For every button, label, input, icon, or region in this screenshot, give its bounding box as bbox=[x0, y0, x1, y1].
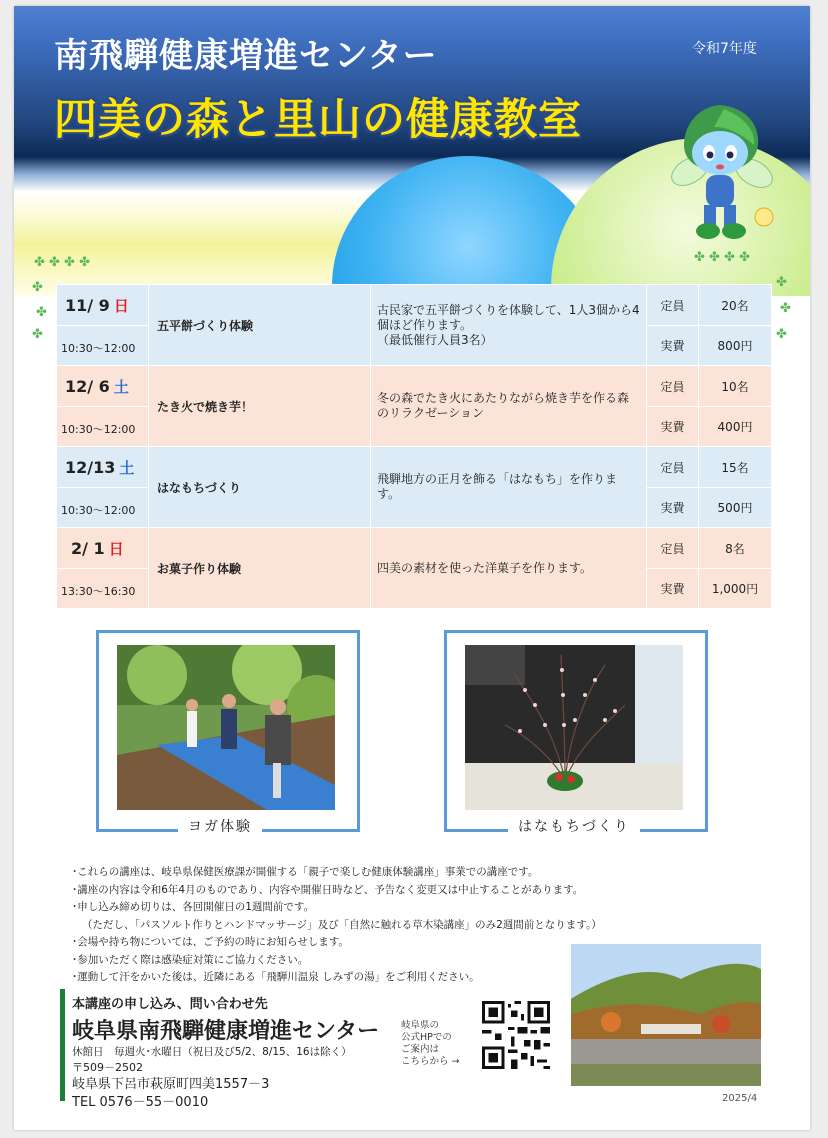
capacity-label: 定員 bbox=[647, 285, 699, 326]
note-item: ･参加いただく際は感染症対策にご協力ください。 bbox=[72, 953, 309, 966]
date-cell bbox=[57, 366, 149, 407]
session-time: 13:30～16:30 bbox=[61, 584, 136, 598]
fee-label: 実費 bbox=[647, 407, 699, 447]
session-time: 10:30～12:00 bbox=[61, 422, 136, 436]
clover-decoration: ✤ bbox=[32, 327, 43, 342]
postal-code: 〒509－2502 bbox=[72, 1061, 143, 1074]
fee-label: 実費 bbox=[647, 488, 699, 528]
capacity-value: 20名 bbox=[699, 285, 772, 326]
note-item: ･申し込み締め切りは、各回開催日の1週間前です。 bbox=[72, 901, 315, 913]
yoga-photo-frame bbox=[96, 630, 360, 835]
center-landscape-photo bbox=[571, 944, 761, 1086]
time-cell bbox=[57, 569, 149, 609]
schedule-table bbox=[56, 284, 772, 609]
session-name: たき火で焼き芋！ bbox=[149, 366, 371, 447]
photo-caption: はなもちづくり bbox=[508, 816, 640, 836]
address: 岐阜県下呂市萩原町四美1557－3 bbox=[72, 1077, 270, 1092]
fee-value: 400円 bbox=[699, 407, 772, 447]
session-weekday: 日 bbox=[113, 297, 129, 315]
clover-decoration: ✤ bbox=[776, 327, 787, 342]
fee-label: 実費 bbox=[647, 569, 699, 609]
capacity-value: 10名 bbox=[699, 366, 772, 407]
note-item: ･講座の内容は令和6年4月のものであり、内容や開催日時など、予告なく変更又は中止することがあります。 bbox=[72, 883, 584, 896]
page-title: 四美の森と里山の健康教室 bbox=[54, 95, 582, 145]
fee-value: 1,000円 bbox=[699, 569, 772, 609]
hanamochi-photo bbox=[465, 645, 683, 810]
time-cell bbox=[57, 326, 149, 366]
contact-accent-bar bbox=[60, 989, 65, 1101]
table-row bbox=[57, 285, 772, 326]
clover-decoration: ✤ bbox=[32, 280, 43, 295]
session-date: 12/ 6 bbox=[65, 377, 110, 396]
clover-decoration: ✤ bbox=[780, 301, 791, 316]
session-weekday: 土 bbox=[113, 378, 129, 396]
photo-caption: ヨガ体験 bbox=[178, 816, 262, 836]
time-cell bbox=[57, 488, 149, 528]
session-time: 10:30～12:00 bbox=[61, 341, 136, 355]
session-name: お菓子作り体験 bbox=[149, 528, 371, 609]
closed-days: 休館日 毎週火･水曜日（祝日及び5/2、8/15、16は除く） bbox=[72, 1046, 352, 1058]
contact-org: 岐阜県南飛騨健康増進センター bbox=[72, 1019, 380, 1044]
session-date: 12/13 bbox=[65, 458, 116, 477]
capacity-label: 定員 bbox=[647, 366, 699, 407]
session-name: 五平餅づくり体験 bbox=[149, 285, 371, 366]
table-row bbox=[57, 528, 772, 569]
session-description: 飛騨地方の正月を飾る「はなもち」を作ります。 bbox=[371, 447, 647, 528]
session-time: 10:30～12:00 bbox=[61, 503, 136, 517]
mascot-illustration bbox=[664, 101, 776, 246]
note-item: ･会場や持ち物については、ご予約の時にお知らせします。 bbox=[72, 936, 349, 948]
clover-decoration: ✤ ✤ ✤ ✤ bbox=[694, 250, 750, 265]
note-item: ･運動して汗をかいた後は、近隣にある「飛騨川温泉 しみずの湯」をご利用ください。 bbox=[72, 971, 480, 983]
homepage-note: 岐阜県の 公式HPでの ご案内は こちらから → bbox=[401, 1020, 460, 1067]
session-weekday: 土 bbox=[119, 459, 135, 477]
date-cell bbox=[57, 447, 149, 488]
note-item: （ただし、「パスソルト作りとハンドマッサージ」及び「自然に触れる草木染講座」のみ2週間前となります。） bbox=[82, 918, 602, 931]
contact-heading: 本講座の申し込み、問い合わせ先 bbox=[72, 997, 268, 1012]
fee-value: 800円 bbox=[699, 326, 772, 366]
clover-decoration: ✤ bbox=[36, 305, 47, 320]
clover-decoration: ✤ bbox=[776, 275, 787, 290]
flyer-page bbox=[14, 6, 810, 1130]
table-row bbox=[57, 447, 772, 488]
date-cell bbox=[57, 528, 149, 569]
hanamochi-photo-frame bbox=[444, 630, 708, 835]
capacity-label: 定員 bbox=[647, 447, 699, 488]
issue-date: 2025/4 bbox=[722, 1093, 758, 1104]
session-date: 11/ 9 bbox=[65, 296, 110, 315]
session-date: 2/ 1 bbox=[71, 539, 105, 558]
date-cell bbox=[57, 285, 149, 326]
session-description: 冬の森でたき火にあたりながら焼き芋を作る森のリラクゼーション bbox=[371, 366, 647, 447]
time-cell bbox=[57, 407, 149, 447]
fiscal-year-label: 令和7年度 bbox=[692, 41, 757, 57]
phone-number[interactable]: TEL 0576－55－0010 bbox=[72, 1095, 209, 1110]
session-description: 四美の素材を使った洋菓子を作ります。 bbox=[371, 528, 647, 609]
capacity-label: 定員 bbox=[647, 528, 699, 569]
session-weekday: 日 bbox=[108, 540, 124, 558]
note-item: ･これらの講座は、岐阜県保健医療課が開催する「親子で楽しむ健康体験講座」事業での講座です。 bbox=[72, 866, 539, 878]
capacity-value: 8名 bbox=[699, 528, 772, 569]
qr-code-icon[interactable] bbox=[482, 1001, 550, 1069]
table-row bbox=[57, 366, 772, 407]
header-banner bbox=[14, 6, 810, 296]
org-title: 南飛騨健康増進センター bbox=[54, 36, 438, 76]
clover-decoration: ✤ ✤ ✤ ✤ bbox=[34, 255, 90, 270]
session-name: はなもちづくり bbox=[149, 447, 371, 528]
fee-value: 500円 bbox=[699, 488, 772, 528]
session-description: 古民家で五平餅づくりを体験して、1人3個から4個ほど作ります。 （最低催行人員3名） bbox=[371, 285, 647, 366]
fee-label: 実費 bbox=[647, 326, 699, 366]
capacity-value: 15名 bbox=[699, 447, 772, 488]
yoga-photo bbox=[117, 645, 335, 810]
